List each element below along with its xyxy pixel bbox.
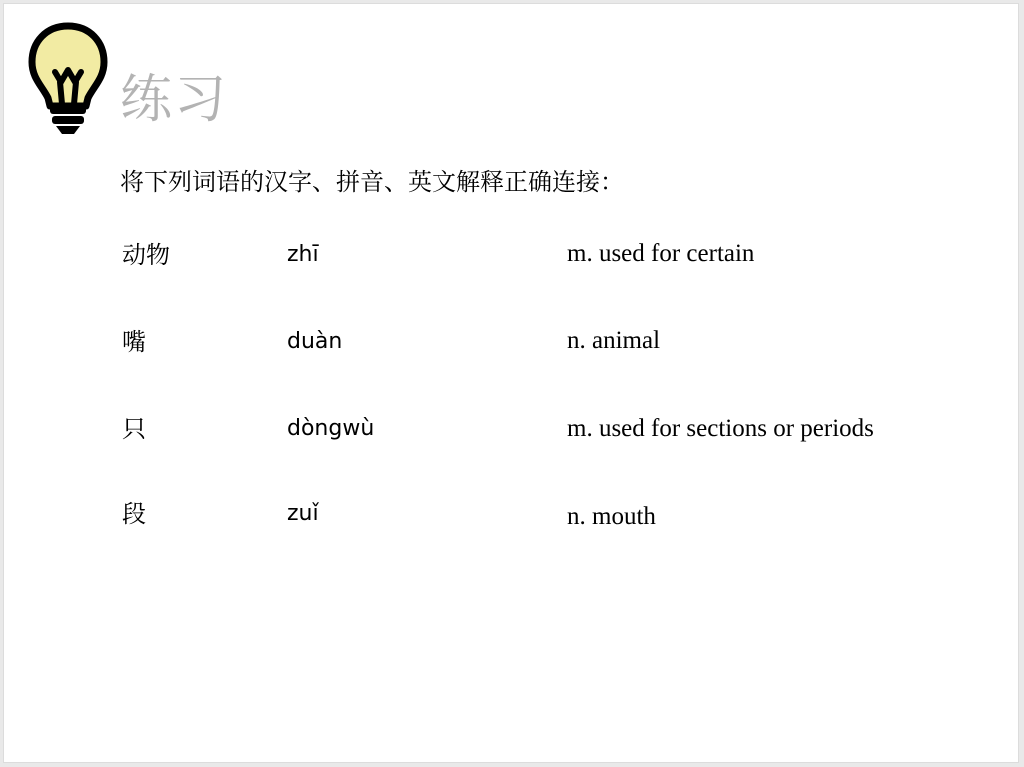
pinyin-item: zuǐ xyxy=(287,501,319,526)
lightbulb-icon xyxy=(28,22,108,136)
pinyin-item: dòngwù xyxy=(287,416,375,441)
english-definition: m. used for certain xyxy=(567,240,755,267)
english-definition: n. mouth xyxy=(567,503,656,530)
instruction-text: 将下列词语的汉字、拼音、英文解释正确连接： xyxy=(120,168,624,196)
slide xyxy=(3,3,1019,763)
page-title: 练习 xyxy=(120,70,229,130)
hanzi-item: 动物 xyxy=(122,241,170,269)
english-definition: m. used for sections or periods xyxy=(567,415,874,442)
hanzi-item: 嘴 xyxy=(122,328,146,356)
pinyin-item: duàn xyxy=(287,329,343,354)
pinyin-item: zhī xyxy=(287,242,319,267)
english-definition: n. animal xyxy=(567,327,661,354)
hanzi-item: 段 xyxy=(122,500,146,528)
hanzi-item: 只 xyxy=(122,415,146,443)
